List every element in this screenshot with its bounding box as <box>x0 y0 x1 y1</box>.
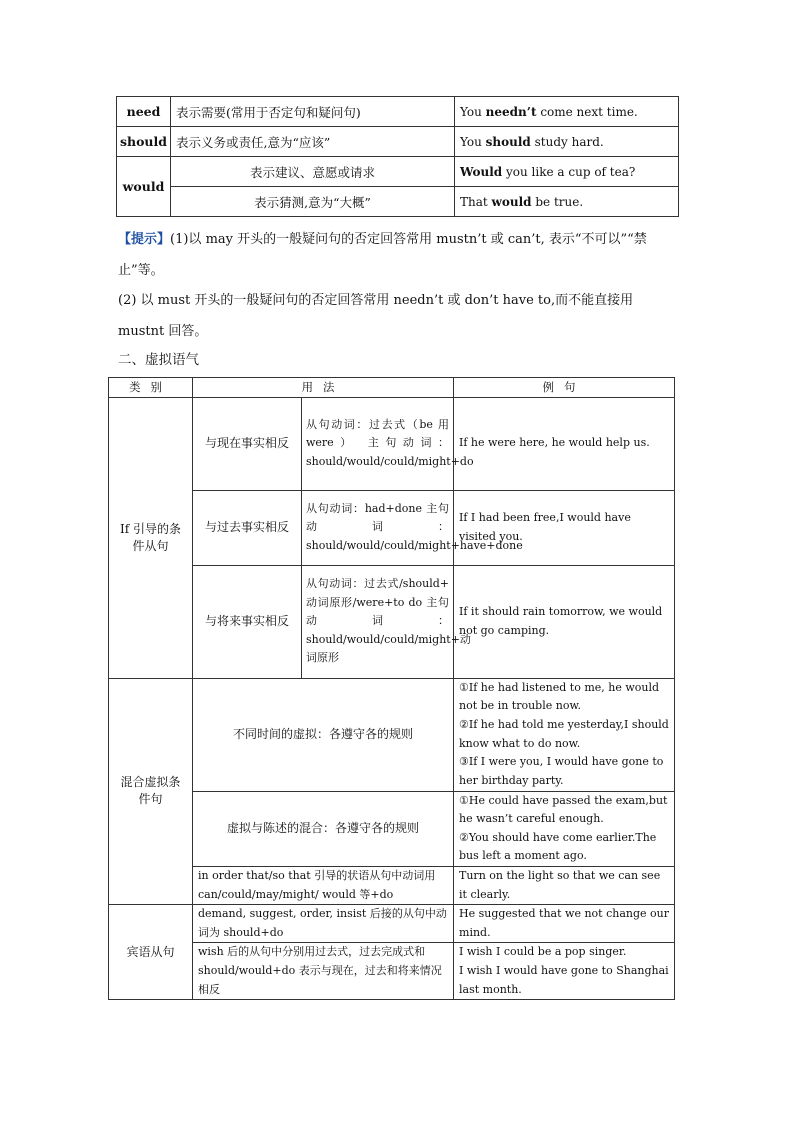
table-row <box>109 678 675 791</box>
header-usage: 用法 <box>193 378 454 398</box>
mixed-example: Turn on the light so that we can see it clearly. <box>454 866 675 904</box>
mixed-usage: 不同时间的虚拟：各遵守各的规则 <box>193 678 454 791</box>
section-title: 二、虚拟语气 <box>118 352 199 368</box>
object-example <box>454 943 675 1000</box>
table-header-row <box>109 378 675 398</box>
table-row <box>109 905 675 943</box>
if-usage: 从句动词：过去式/should+ 动词原形/were+to do 主句动词：should/would/could/might+动词原形 <box>302 565 454 678</box>
category-mixed: 混合虚拟条件句 <box>109 678 193 905</box>
if-type: 与将来事实相反 <box>193 565 302 678</box>
table-row <box>109 866 675 904</box>
example-line: ③If I were you, I would have gone to her birthday party. <box>459 755 664 787</box>
mixed-usage: 虚拟与陈述的混合：各遵守各的规则 <box>193 791 454 866</box>
modal-example: Would you like a cup of tea? <box>455 157 679 187</box>
modal-meaning: 表示猜测,意为“大概” <box>171 187 455 217</box>
if-usage: 从句动词：had+done 主句动词：should/would/could/might+have+done <box>302 490 454 565</box>
modal-verbs-table <box>116 96 679 217</box>
modal-example: You needn’t come next time. <box>455 97 679 127</box>
table-row <box>109 791 675 866</box>
if-usage: 从句动词：过去式（be 用 were） 主句动词：should/would/could/might+do <box>302 397 454 490</box>
table-row <box>109 397 675 490</box>
table-row <box>117 97 679 127</box>
example-line: I wish I could be a pop singer. <box>459 945 627 959</box>
subjunctive-table <box>108 377 675 1000</box>
if-type: 与过去事实相反 <box>193 490 302 565</box>
category-if-clause: If 引导的条件从句 <box>109 397 193 678</box>
category-object-clause: 宾语从句 <box>109 905 193 1000</box>
table-row <box>109 490 675 565</box>
table-row <box>117 157 679 187</box>
header-example: 例句 <box>454 378 675 398</box>
tip-paragraph-1: 【提示】(1)以 may 开头的一般疑问句的否定回答常用 mustn’t 或 can’t, 表示“不可以”“禁止”等。 <box>118 232 647 278</box>
if-example: If it should rain tomorrow, we would not go camping. <box>454 565 675 678</box>
if-example: If he were here, he would help us. <box>454 397 675 490</box>
object-example: He suggested that we not change our mind. <box>454 905 675 943</box>
modal-word: need <box>117 97 171 127</box>
table-row <box>109 565 675 678</box>
modal-example: You should study hard. <box>455 127 679 157</box>
modal-meaning: 表示需要(常用于否定句和疑问句) <box>171 97 455 127</box>
tip-label: 【提示】 <box>118 232 171 247</box>
mixed-example <box>454 678 675 791</box>
modal-meaning: 表示义务或责任,意为“应该” <box>171 127 455 157</box>
example-line: ②You should have come earlier.The bus left a moment ago. <box>459 830 657 863</box>
example-line: ①He could have passed the exam,but he wasn’t careful enough. <box>459 793 668 826</box>
example-line: ②If he had told me yesterday,I should know what to do now. <box>459 718 669 750</box>
object-usage: wish 后的从句中分别用过去式，过去完成式和 should/would+do 表示与现在，过去和将来情况相反 <box>193 943 454 1000</box>
mixed-usage: in order that/so that 引导的状语从句中动词用 can/could/may/might/ would 等+do <box>193 866 454 904</box>
modal-word: would <box>117 157 171 217</box>
table-row <box>117 127 679 157</box>
mixed-example <box>454 791 675 866</box>
modal-meaning: 表示建议、意愿或请求 <box>171 157 455 187</box>
table-row <box>117 187 679 217</box>
if-example: If I had been free,I would have visited you. <box>454 490 675 565</box>
header-category: 类别 <box>109 378 193 398</box>
if-type: 与现在事实相反 <box>193 397 302 490</box>
modal-example: That would be true. <box>455 187 679 217</box>
tip-paragraph-2: (2) 以 must 开头的一般疑问句的否定回答常用 needn’t 或 don’t have to,而不能直接用 mustnt 回答。 <box>118 293 634 339</box>
table-row <box>109 943 675 1000</box>
object-usage: demand, suggest, order, insist 后接的从句中动词为 should+do <box>193 905 454 943</box>
modal-word: should <box>117 127 171 157</box>
example-line: ①If he had listened to me, he would not be in trouble now. <box>459 680 660 713</box>
example-line: I wish I would have gone to Shanghai last month. <box>459 964 669 996</box>
